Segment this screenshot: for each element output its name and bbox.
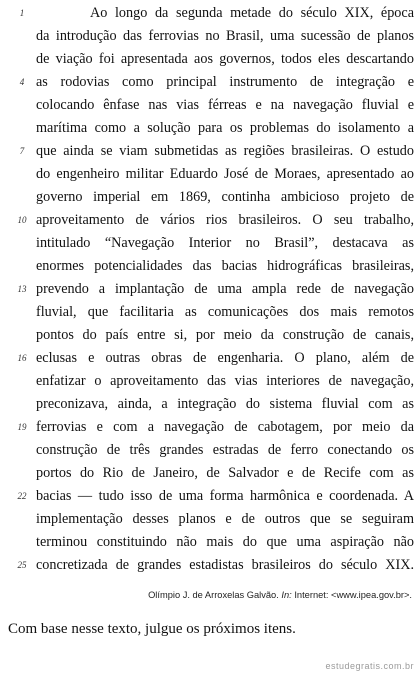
text-line: preconizava, ainda, a integração do sistema fluvial com as: [36, 396, 414, 412]
text-line: colocando ênfase nas vias férreas e na navegação fluvial e: [36, 97, 414, 113]
text-line: fluvial, que facilitaria as comunicações dos mais remotos: [36, 304, 414, 320]
text-line: ferrovias e com a navegação de cabotagem, por meio da: [36, 419, 414, 435]
text-line: enormes potencialidades das bacias hidrográficas brasileiras,: [36, 258, 414, 274]
line-number: 10: [17, 215, 27, 225]
text-line: de viação foi apresentada aos governos, todos eles descartando: [36, 51, 414, 67]
text-line: enfatizar o aproveitamento das vias interiores de navegação,: [36, 373, 414, 389]
line-number: 4: [19, 77, 25, 87]
text-line: bacias — tudo isso de uma forma harmônica e coordenada. A: [36, 488, 414, 504]
text-line: terminou constituindo não mais do que uma aspiração não: [36, 534, 414, 550]
line-number: 7: [19, 146, 25, 156]
text-line: que ainda se viam submetidas as regiões brasileiras. O estudo: [36, 143, 414, 159]
source-in: In:: [281, 590, 292, 600]
line-number: 25: [17, 560, 27, 570]
text-line: concretizada de grandes estadistas brasileiros do século XIX.: [36, 557, 414, 573]
text-line: intitulado “Navegação Interior no Brasil”, destacava as: [36, 235, 414, 251]
line-number: 19: [17, 422, 27, 432]
text-line: implementação desses planos e de outros que se seguiram: [36, 511, 414, 527]
line-number: 16: [17, 353, 27, 363]
text-line: do engenheiro militar Eduardo José de Moraes, apresentado ao: [36, 166, 414, 182]
text-line: aproveitamento de vários rios brasileiros. O seu trabalho,: [36, 212, 414, 228]
text-line: pontos do país entre si, por meio da construção de canais,: [36, 327, 414, 343]
source-citation: [148, 590, 412, 600]
text-line: marítima como a solução para os problemas do isolamento a: [36, 120, 414, 136]
text-line: as rodovias como principal instrumento de integração e: [36, 74, 414, 90]
question-prompt: Com base nesse texto, julgue os próximos itens.: [8, 621, 296, 637]
source-url: Internet: <www.ipea.gov.br>.: [294, 590, 412, 600]
line-number: 13: [17, 284, 27, 294]
line-number: 1: [19, 8, 25, 18]
text-line: eclusas e outras obras de engenharia. O plano, além de: [36, 350, 414, 366]
text-line: construção de três grandes estradas de ferro conectando os: [36, 442, 414, 458]
text-line: portos do Rio de Janeiro, de Salvador e de Recife com as: [36, 465, 414, 481]
line-number: 22: [17, 491, 27, 501]
text-line: prevendo a implantação de uma ampla rede de navegação: [36, 281, 414, 297]
text-line: da introdução das ferrovias no Brasil, uma sucessão de planos: [36, 28, 414, 44]
text-line: governo imperial em 1869, continha ambicioso projeto de: [36, 189, 414, 205]
text-line: Ao longo da segunda metade do século XIX, época: [90, 5, 414, 21]
source-author: Olímpio J. de Arroxelas Galvão.: [148, 590, 279, 600]
watermark: estudegratis.com.br: [325, 661, 414, 671]
